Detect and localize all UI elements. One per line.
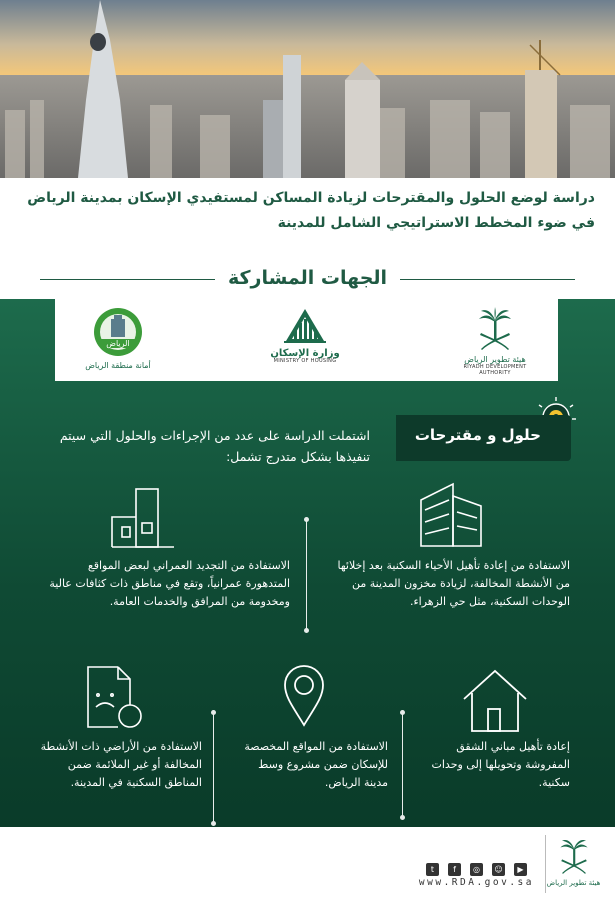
solution-item-3: إعادة تأهيل مباني الشقق المفروشة وتحويلها إلى وحدات سكنية. (431, 740, 570, 789)
rda-logo-caption-en: RIYADH DEVELOPMENT AUTHORITY (463, 364, 527, 376)
solution-item-5: الاستفادة من الأراضي ذات الأنشطة المخالفة أو غير الملائمة ضمن المناطق السكنية في المدينة. (40, 740, 202, 789)
solution-item-1: الاستفادة من إعادة تأهيل الأحياء السكنية بعد إخلائها من الأنشطة المخالفة، لزيادة مخزون المدينة من الوحدات السكنية، مثل حي الزهراء. (337, 559, 570, 608)
solution-item-4: الاستفادة من المواقع المخصصة للإسكان ضمن مشروع وسط مدينة الرياض. (244, 740, 388, 789)
solutions-tag (396, 415, 571, 461)
solutions-intro: اشتملت الدراسة على عدد من الإجراءات والحلول التي سيتم تنفيذها بشكل متدرج تشمل: (59, 428, 370, 464)
twitter-icon[interactable]: t (426, 863, 439, 876)
page-title (20, 186, 595, 236)
palm-swords-icon (475, 307, 515, 351)
house-icon (462, 667, 528, 733)
ministry-caption: وزارة الإسكان (270, 348, 340, 359)
riyadh-municipality-seal-icon (93, 307, 143, 357)
palm-swords-icon (557, 837, 591, 875)
vertical-divider (213, 713, 214, 823)
vertical-divider (306, 520, 307, 630)
footer (0, 827, 615, 900)
solution-item-2: الاستفادة من التجديد العمراني لبعض المواقع المتدهورة عمرانياً، وتقع في مناطق ذات كثافات عالية ومخدومة من المرافق والخدمات العامة. (49, 559, 290, 608)
ministry-housing-logo (260, 307, 350, 373)
riyadh-municipality-logo (73, 307, 163, 373)
solutions-tag-text: حلول و مقترحات (414, 426, 541, 444)
instagram-icon[interactable]: ◎ (470, 863, 483, 876)
location-pin-icon (283, 665, 325, 727)
buildings-icon (417, 482, 485, 550)
riyadh-municipality-caption: أمانة منطقة الرياض (85, 361, 151, 370)
partners-heading (0, 267, 615, 291)
title-line-2: في ضوء المخطط الاستراتيجي الشامل للمدينة (277, 215, 595, 231)
snapchat-icon[interactable]: ☺ (492, 863, 505, 876)
building-block-icon (110, 487, 176, 549)
youtube-icon[interactable]: ▶ (514, 863, 527, 876)
document-icon (84, 665, 142, 729)
ministry-caption-en: MINISTRY OF HOUSING (273, 358, 337, 364)
vertical-divider (402, 713, 403, 817)
footer-rda-logo (546, 837, 601, 892)
facebook-icon[interactable]: f (448, 863, 461, 876)
rda-logo (450, 307, 540, 376)
website-url[interactable]: www.RDA.gov.sa (418, 877, 534, 888)
title-line-1: دراسة لوضع الحلول والمقترحات لزيادة المساكن لمستفيدي الإسكان بمدينة الرياض (27, 190, 595, 206)
hero-skyline-image (0, 0, 615, 178)
partners-logo-card (55, 299, 558, 381)
riyadh-seal-text: الرياض (106, 339, 130, 348)
footer-logo-caption: هيئة تطوير الرياض (546, 879, 601, 887)
partners-heading-text: الجهات المشاركة (227, 267, 388, 289)
rda-logo-caption: هيئة تطوير الرياض (464, 355, 526, 364)
ministry-housing-icon (280, 307, 330, 345)
